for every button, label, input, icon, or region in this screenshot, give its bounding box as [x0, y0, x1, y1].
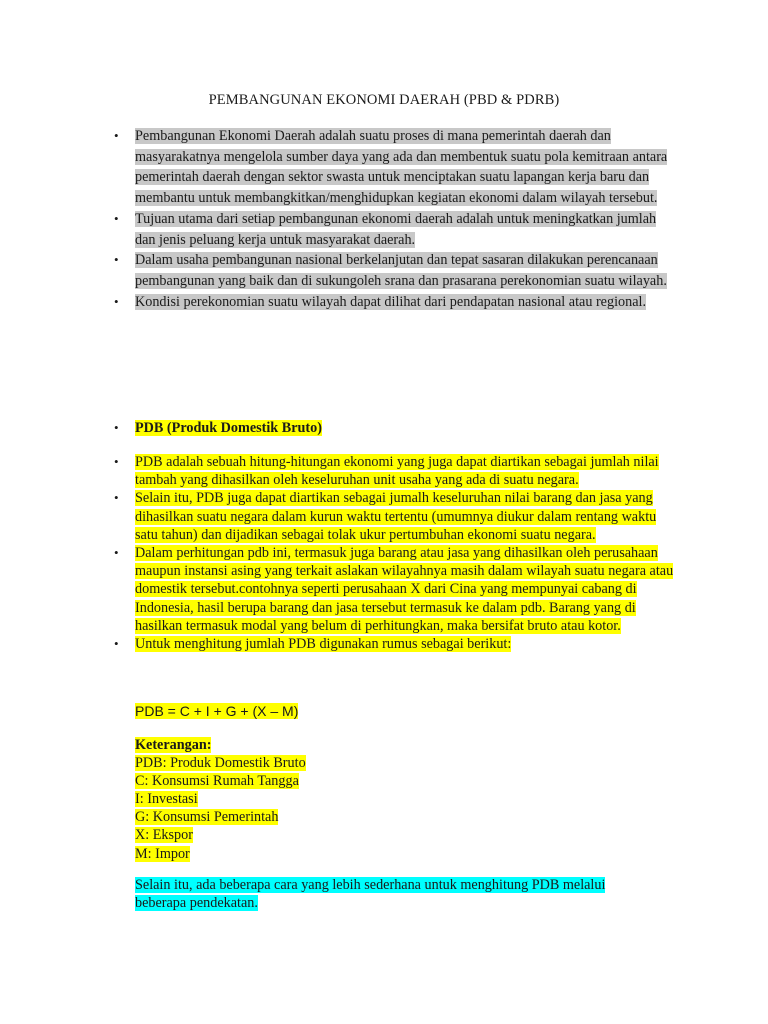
pdb-formula-block: [135, 703, 655, 719]
bullet-icon: •: [114, 128, 119, 143]
list-item: [114, 489, 674, 544]
intro-paragraph: Pembangunan Ekonomi Daerah adalah suatu proses di mana pemerintah daerah dan masyarakatnya mengelola sumber daya yang ada dan membentuk suatu pola kemitraan antara pemerintah daerah dengan sektor swasta untuk menciptakan suatu lapangan kerja baru dan membantu untuk membangkitkan/menghidupkan kegiatan ekonomi dalam wilayah tersebut.: [135, 128, 668, 207]
keterangan-line: PDB: Produk Domestik Bruto: [135, 755, 306, 772]
keterangan-heading: Keterangan:: [135, 737, 212, 753]
bullet-icon: •: [114, 293, 119, 309]
intro-bullet-list: [114, 126, 674, 312]
list-item: [114, 453, 674, 489]
list-item: [114, 635, 674, 653]
bullet-icon: •: [114, 454, 119, 469]
list-item: [114, 126, 674, 209]
keterangan-line: I: Investasi: [135, 791, 198, 808]
intro-paragraph: Dalam usaha pembangunan nasional berkelanjutan dan tepat sasaran dilakukan perencanaan pembangunan yang baik dan di sukungoleh srana dan prasarana perekonomian suatu wilayah.: [135, 252, 667, 289]
pdb-paragraph: Selain itu, PDB juga dapat diartikan sebagai jumalh keseluruhan nilai barang dan jasa yang dihasilkan suatu negara dalam kurun waktu tertentu (umumnya diukur dalam rentang waktu satu tahun) dan dijadikan sebagai tolak ukur pertumbuhan ekonomi suatu negara.: [135, 490, 657, 543]
pdb-paragraph: Dalam perhitungan pdb ini, termasuk juga barang atau jasa yang dihasilkan oleh perusahaan maupun instansi asing yang terkait aslakan wilayahnya masih dalam wilayah suatu negara atau domestik tersebut.contohnya seperti perusahaan X dari Cina yang mempunyai cabang di Indonesia, hasil berupa barang dan jasa tersebut termasuk ke dalam pdb. Barang yang di hasilkan termasuk modal yang belum di perhitungkan, maka bersifat bruto atau kotor.: [135, 545, 674, 634]
list-item: [114, 544, 674, 635]
document-title: PEMBANGUNAN EKONOMI DAERAH (PBD & PDRB): [208, 92, 560, 108]
bullet-icon: •: [114, 545, 119, 561]
intro-paragraph: Kondisi perekonomian suatu wilayah dapat dilihat dari pendapatan nasional atau regional.: [135, 293, 646, 310]
intro-paragraph: Tujuan utama dari setiap pembangunan ekonomi daerah adalah untuk meningkatkan jumlah dan jenis peluang kerja untuk masyarakat daerah.: [135, 210, 657, 248]
pdb-heading: PDB (Produk Domestik Bruto): [135, 420, 322, 436]
list-item: [114, 209, 674, 250]
bullet-icon: •: [114, 420, 119, 435]
pdb-bullet-list: [114, 453, 674, 653]
closing-paragraph-block: [135, 876, 655, 912]
pdb-paragraph: PDB adalah sebuah hitung-hitungan ekonomi yang juga dapat diartikan sebagai jumlah nilai tambah yang dihasilkan oleh keseluruhan unit usaha yang ada di suatu negara.: [135, 454, 659, 489]
bullet-icon: •: [114, 636, 119, 652]
closing-paragraph: Selain itu, ada beberapa cara yang lebih sederhana untuk menghitung PDB melalui beberapa pendekatan.: [135, 877, 606, 912]
list-item: [114, 418, 674, 439]
list-item: [114, 292, 674, 313]
pdb-formula: PDB = C + I + G + (X – M): [135, 703, 299, 719]
pdb-heading-list: [114, 418, 674, 439]
keterangan-line: M: Impor: [135, 845, 190, 862]
keterangan-line: C: Konsumsi Rumah Tangga: [135, 773, 299, 790]
bullet-icon: •: [114, 252, 119, 268]
pdb-paragraph: Untuk menghitung jumlah PDB digunakan rumus sebagai berikut:: [135, 636, 512, 653]
keterangan-line: X: Ekspor: [135, 827, 193, 844]
bullet-icon: •: [114, 490, 119, 506]
bullet-icon: •: [114, 210, 119, 226]
list-item: [114, 250, 674, 291]
keterangan-block: [135, 736, 655, 863]
keterangan-line: G: Konsumsi Pemerintah: [135, 809, 279, 826]
